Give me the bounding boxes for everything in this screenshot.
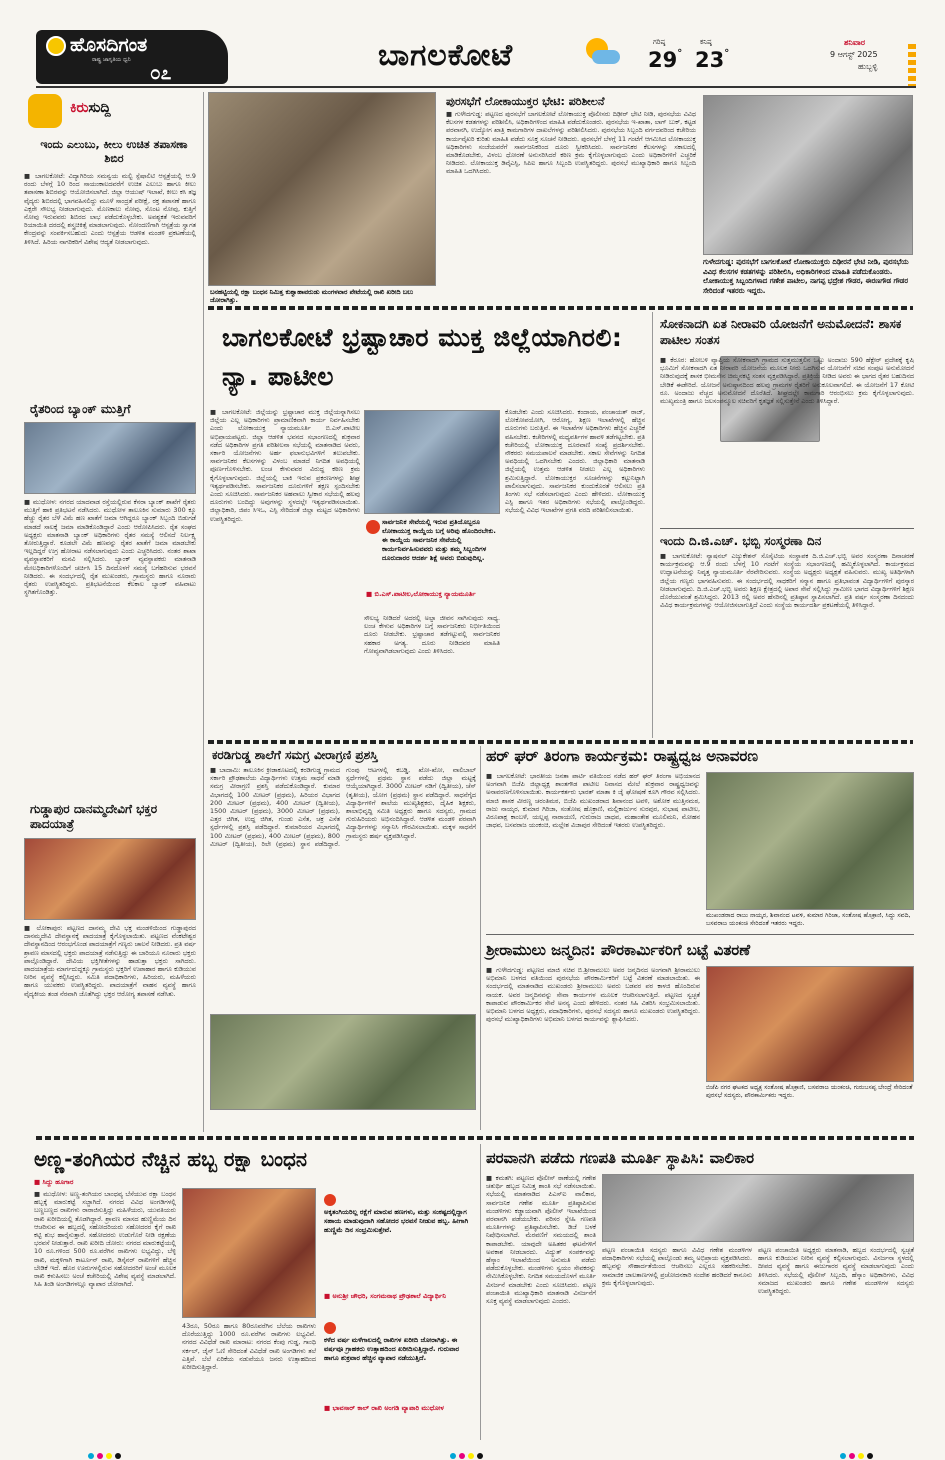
sokanadagi-rule (660, 528, 914, 529)
kirusuddi-story2-title: ರೈತರಿಂದ ಬ್ಯಾಂಕ್ ಮುತ್ತಿಗೆ (30, 402, 131, 416)
cmyk-dot (97, 1453, 103, 1459)
dgh-title: ಇಂದು ದಿ.ಜಿ.ಎಚ್. ಭಬ್ಬಿ ಸಂಸ್ಮರಣಾ ದಿನ (660, 534, 822, 548)
cmyk-dot (477, 1453, 483, 1459)
kirusuddi-label: ಕಿರುಸುದ್ದಿ (70, 100, 111, 116)
cmyk-dot (849, 1453, 855, 1459)
main-body-bottom: ಸೌಲಭ್ಯ ನೀಡಿದರೆ ಅದರಲ್ಲಿ ಅಲ್ಪಾ ಜೀವನ ಸಾಗಿಸುವುದು ಸಾಧ್ಯ. ಲಂಚ ಕೇಳುವ ಅಧಿಕಾರಿಗಳ ಬಗ್ಗೆ ಸಾರ್ವಜನಿಕರು ನಿರ್ಭೀತಿಯಿಂದ ದೂರು ನೀಡಬೇಕು. ಭ್ರಷ್ಟಾಚಾರ ತಡೆಗಟ್ಟುವಲ್ಲಿ ಸಾರ್ವಜನಿಕರ ಸಹಕಾರ ಅಗತ್ಯ. ದೂರು ನೀಡಿದವರ ಮಾಹಿತಿ ಗೋಪ್ಯವಾಗಿಡಲಾಗುವುದು ಎಂದು ತಿಳಿಸಿದರು. (364, 614, 500, 655)
sriramulu-title: ಶ್ರೀರಾಮುಲು ಜನ್ಮದಿನ: ಪೌರಕಾರ್ಮಿಕರಿಗೆ ಬಟ್ಟೆ ವಿತರಣೆ (486, 941, 751, 959)
day-label: ಶನಿವಾರ (844, 38, 866, 47)
lokayukta-caption: ಗುಳೇದಗುಡ್ಡ: ಪುರಸಭೆಗೆ ಬಾಗಲಕೋಟೆ ಲೋಕಾಯುಕ್ತರು ದಿಢೀರನೆ ಭೇಟಿ ನೀಡಿ, ಪುರಸಭೆಯ ವಿವಿಧ ಕೆಲಸಗಳ ಕಡತಗಳನ್ನು ಪರಿಶೀಲಿಸಿ, ಅಧಿಕಾರಿಗಳಿಂದ ಮಾಹಿತಿ ಪಡೆದುಕೊಂಡರು. ಲೋಕಾಯುಕ್ತ ಸಿಬ್ಬಂದಿಗಳಾದ ಗಣೇಶ ಪಾಟೀಲ, ನಾಗಪ್ಪ ಭದ್ರೇಶ ಗೌಡರ, ಈರಣಗೌಡ ಗೌಡರ ಸೇರಿದಂತೆ ಇತರರು ಇದ್ದರು. (703, 258, 909, 295)
cloth-distribution-photo (706, 966, 914, 1082)
ganapati-body3: ಪಟ್ಟಣ ಪಂಚಾಯಿತಿ ಅಧ್ಯಕ್ಷರು ಮಾತನಾಡಿ, ಹಬ್ಬದ ಸಂದರ್ಭದಲ್ಲಿ ಸ್ವಚ್ಛತೆ ಹಾಗೂ ಕುಡಿಯುವ ನೀರಿನ ವ್ಯವಸ್ಥೆ ಕಲ್ಪಿಸಲಾಗುವುದು. ವಿಸರ್ಜನಾ ಸ್ಥಳದಲ್ಲಿ ದೀಪದ ವ್ಯವಸ್ಥೆ ಹಾಗೂ ಈಜುಗಾರರ ವ್ಯವಸ್ಥೆ ಮಾಡಲಾಗುವುದು ಎಂದು ತಿಳಿಸಿದರು. ಸಭೆಯಲ್ಲಿ ಪೊಲೀಸ್ ಸಿಬ್ಬಂದಿ, ಹೆಸ್ಕಾಂ ಅಧಿಕಾರಿಗಳು, ವಿವಿಧ ಸಮಾಜದ ಮುಖಂಡರು ಹಾಗೂ ಗಣೇಶ ಮಂಡಳಿಗಳ ಸದಸ್ಯರು ಉಪಸ್ಥಿತರಿದ್ದರು. (758, 1246, 914, 1296)
min-temp: 23° (695, 48, 730, 72)
tiranga-body: ■ ಬಾಗಲಕೋಟೆ: ಭಾರತೀಯ ಜನತಾ ಪಾರ್ಟಿ ವತಿಯಿಂದ ನಡೆದ ಹರ್ ಘರ್ ತಿರಂಗಾ ಅಭಿಯಾನದ ಅಂಗವಾಗಿ ಬಿಜೆಪಿ ಜಿಲ್ಲಾಧ್ಯಕ್ಷ ಶಾಂತಗೌಡ ಪಾಟೀಲ ನಿವಾಸದ ಮೇಲೆ ಶುಕ್ರವಾರ ರಾಷ್ಟ್ರಧ್ವಜವನ್ನು ಅನಾವರಣಗೊಳಿಸಲಾಯಿತು. ಕಾರ್ಯಕರ್ತರು ಭಾರತ್ ಮಾತಾ ಕಿ ಜೈ ಘೋಷಣೆ ಕೂಗಿ ಗೌರವ ಸಲ್ಲಿಸಿದರು. ಮಾಜಿ ಶಾಸಕ ವೀರಣ್ಣ ಚರಂತಿಮಠ, ಬಿಜೆಪಿ ಮುಖಂಡರಾದ ಶಿವಾನಂದ ಟವಳಿ, ಅಶೋಕ ಮುತ್ತಿನಮಠ, ರಾಜು ನಾಯ್ಕರ, ಕುಮಾರ ಗಿರಿಜಾ, ಸಂತೋಷ ಹೊಕ್ರಾಣಿ, ಮಲ್ಲಿಕಾರ್ಜುನ ಸುರಪುರ, ಸುಭಾಷ ಪಾಟೀಲ, ವಿರೂಪಾಕ್ಷ ಕಾಂಬಳೆ, ಯಲ್ಲಪ್ಪ ನಾರಾಯಣಿ, ಗುರುರಾಜ ಜಾಧವ, ಮಹಾಂತೇಶ ಮೂಲಿಮನಿ, ಮೋಹನ ಜಾಧವ, ಬಸವರಾಜ ಯಂಕಂಚಿ, ಮಲ್ಲೇಶ ವಿಜಾಪುರ ಸೇರಿದಂತೆ ಇತರರು ಉಪಸ್ಥಿತರಿದ್ದರು. (486, 772, 700, 830)
max-label: ಗರಿಷ್ಠ (653, 38, 666, 46)
footer-color-marks-left (88, 1444, 124, 1460)
brand-tagline: ರಾಷ್ಟ್ರ ಜಾಗೃತಿಯ ಧ್ವನಿ (92, 57, 131, 63)
sriramulu-body: ■ ಗುಳೇದಗುಡ್ಡ: ಪಟ್ಟಣದ ಮಾಜಿ ಸಚಿವ ಬಿ.ಶ್ರೀರಾಮುಲು ಅವರ ಜನ್ಮದಿನದ ಅಂಗವಾಗಿ ಶ್ರೀರಾಮುಲು ಅಭಿಮಾನಿ ಬಳಗದ ವತಿಯಿಂದ ಪುರಸಭೆಯ ಪೌರಕಾರ್ಮಿಕರಿಗೆ ಬಟ್ಟೆ ವಿತರಣೆ ಮಾಡಲಾಯಿತು. ಈ ಸಂದರ್ಭದಲ್ಲಿ ಮಾತನಾಡಿದ ಮುಖಂಡರು ಶ್ರೀರಾಮುಲು ಅವರು ಬಡವರ ಪರ ಕಾಳಜಿ ಹೊಂದಿರುವ ನಾಯಕ. ಅವರ ಜನ್ಮದಿನವನ್ನು ಸೇವಾ ಕಾರ್ಯಗಳ ಮೂಲಕ ಆಚರಿಸಲಾಗುತ್ತಿದೆ. ಪಟ್ಟಣದ ಸ್ವಚ್ಛತೆ ಕಾಪಾಡುವ ಪೌರಕಾರ್ಮಿಕರ ಸೇವೆ ಅನನ್ಯ ಎಂದು ಹೇಳಿದರು. ನಂತರ ಸಿಹಿ ವಿತರಿಸಿ ಸಂಭ್ರಮಿಸಲಾಯಿತು. ಅಭಿಮಾನಿ ಬಳಗದ ಅಧ್ಯಕ್ಷರು, ಪದಾಧಿಕಾರಿಗಳು, ಪುರಸಭೆ ಸದಸ್ಯರು ಹಾಗೂ ಮುಖಂಡರು ಉಪಸ್ಥಿತರಿದ್ದರು. ಪುರಸಭೆ ಮುಖ್ಯಾಧಿಕಾರಿಗಳು ಅಭಿಮಾನಿ ಬಳಗದ ಕಾರ್ಯವನ್ನು ಶ್ಲಾಘಿಸಿದರು. (486, 966, 700, 1024)
kirusuddi-story3-title: ಗುಡ್ಡಾಪುರ ದಾನಮ್ಮದೇವಿಗೆ ಭಕ್ತರ ಪಾದಯಾತ್ರೆ (30, 802, 158, 831)
main-body-col1: ■ ಬಾಗಲಕೋಟೆ: ಜಿಲ್ಲೆಯನ್ನು ಭ್ರಷ್ಟಾಚಾರ ಮುಕ್ತ ಜಿಲ್ಲೆಯನ್ನಾಗಿಸಲು ಜಿಲ್ಲೆಯ ಎಲ್ಲ ಅಧಿಕಾರಿಗಳು ಪ್ರಾಮಾಣಿಕವಾಗಿ ಕಾರ್ಯ ನಿರ್ವಹಿಸಬೇಕು ಎಂದು ಲೋಕಾಯುಕ್ತ ನ್ಯಾಯಮೂರ್ತಿ ಬಿ.ಎಸ್.ಪಾಟೀಲ ಅಭಿಪ್ರಾಯಪಟ್ಟರು. ಜಿಲ್ಲಾ ಆಡಳಿತ ಭವನದ ಸಭಾಂಗಣದಲ್ಲಿ ಶುಕ್ರವಾರ ನಡೆದ ಅಧಿಕಾರಿಗಳ ಪ್ರಗತಿ ಪರಿಶೀಲನಾ ಸಭೆಯಲ್ಲಿ ಮಾತನಾಡಿದ ಅವರು, ಸರ್ಕಾರಿ ಯೋಜನೆಗಳು ಅರ್ಹ ಫಲಾನುಭವಿಗಳಿಗೆ ತಲುಪಬೇಕು. ಸಾರ್ವಜನಿಕರ ಕೆಲಸಗಳನ್ನು ವಿಳಂಬ ಮಾಡದೆ ನಿಗದಿತ ಅವಧಿಯಲ್ಲಿ ಪೂರ್ಣಗೊಳಿಸಬೇಕು. ಲಂಚ ಕೇಳುವವರ ವಿರುದ್ಧ ಕಠಿಣ ಕ್ರಮ ಕೈಗೊಳ್ಳಲಾಗುವುದು. ಜಿಲ್ಲೆಯಲ್ಲಿ ಬಾಕಿ ಇರುವ ಪ್ರಕರಣಗಳನ್ನು ಶೀಘ್ರ ಇತ್ಯರ್ಥಪಡಿಸಬೇಕು. ಸಾರ್ವಜನಿಕರ ದೂರುಗಳಿಗೆ ತಕ್ಷಣ ಸ್ಪಂದಿಸಬೇಕು ಎಂದು ಸೂಚಿಸಿದರು. ಸಾರ್ವಜನಿಕರ ಅಹವಾಲು ಸ್ವೀಕಾರ ಸಭೆಯಲ್ಲಿ ಹಲವು ದೂರುಗಳು ಬಂದಿದ್ದು ಅವುಗಳನ್ನು ಸ್ಥಳದಲ್ಲೇ ಇತ್ಯರ್ಥಪಡಿಸಲಾಯಿತು. ಜಿಲ್ಲಾಧಿಕಾರಿ, ಜಿಪಂ ಸಿಇಒ, ಎಸ್ಪಿ ಸೇರಿದಂತೆ ಜಿಲ್ಲಾ ಮಟ್ಟದ ಅಧಿಕಾರಿಗಳು ಉಪಸ್ಥಿತರಿದ್ದರು. (210, 408, 360, 523)
ganapati-body: ■ ಕಮತಗಿ: ಪಟ್ಟಣದ ಪೊಲೀಸ್ ಠಾಣೆಯಲ್ಲಿ ಗಣೇಶ ಚತುರ್ಥಿ ಹಬ್ಬದ ನಿಮಿತ್ತ ಶಾಂತಿ ಸಭೆ ನಡೆಸಲಾಯಿತು. ಸಭೆಯಲ್ಲಿ ಮಾತನಾಡಿದ ಪಿಎಸ್ಐ ವಾಲಿಕಾರ, ಸಾರ್ವಜನಿಕ ಗಣೇಶ ಮೂರ್ತಿ ಪ್ರತಿಷ್ಠಾಪಿಸುವ ಮಂಡಳಿಗಳು ಕಡ್ಡಾಯವಾಗಿ ಪೊಲೀಸ್ ಇಲಾಖೆಯಿಂದ ಪರವಾನಗಿ ಪಡೆಯಬೇಕು. ಪರಿಸರ ಸ್ನೇಹಿ ಗಣಪತಿ ಮೂರ್ತಿಗಳನ್ನು ಪ್ರತಿಷ್ಠಾಪಿಸಬೇಕು. ಡಿಜೆ ಬಳಕೆ ನಿಷೇಧಿಸಲಾಗಿದೆ. ಮೆರವಣಿಗೆ ಸಮಯದಲ್ಲಿ ಶಾಂತಿ ಕಾಪಾಡಬೇಕು. ಯಾವುದೇ ಅಹಿತಕರ ಘಟನೆಗಳಿಗೆ ಅವಕಾಶ ನೀಡಬಾರದು. ವಿದ್ಯುತ್ ಸಂಪರ್ಕವನ್ನು ಹೆಸ್ಕಾಂ ಇಲಾಖೆಯಿಂದ ಅನುಮತಿ ಪಡೆದು ಪಡೆದುಕೊಳ್ಳಬೇಕು. ಮಂಡಳಿಗಳು ಸ್ವಯಂ ಸೇವಕರನ್ನು ನೇಮಿಸಿಕೊಳ್ಳಬೇಕು. ನಿಗದಿತ ಸಮಯದೊಳಗೆ ಮೂರ್ತಿ ವಿಸರ್ಜನೆ ಮಾಡಬೇಕು ಎಂದು ಸೂಚಿಸಿದರು. ಪಟ್ಟಣ ಪಂಚಾಯಿತಿ ಮುಖ್ಯಾಧಿಕಾರಿ ಮಾತನಾಡಿ ವಿಸರ್ಜನೆಗೆ ಸೂಕ್ತ ವ್ಯವಸ್ಥೆ ಮಾಡಲಾಗುವುದು ಎಂದರು. (486, 1174, 596, 1306)
cmyk-dot (858, 1453, 864, 1459)
kirusuddi-story2-body: ■ ಮುಧೋಳ: ನಗರದ ಯಾದವಾಡ ರಸ್ತೆಯಲ್ಲಿರುವ ಕೆನರಾ ಬ್ಯಾಂಕ್ ಶಾಖೆಗೆ ರೈತರು ಮುತ್ತಿಗೆ ಹಾಕಿ ಪ್ರತಿಭಟನೆ ನಡೆಸಿದರು. ಮುಧೋಳ ತಾಲೂಕಿನ ಸುಮಾರು 300 ಕ್ಕೂ ಹೆಚ್ಚು ರೈತರ ಬೆಳೆ ವಿಮೆ ಹಣ ಖಾತೆಗೆ ಜಮಾ ಆಗಿದ್ದರೂ ಬ್ಯಾಂಕ್ ಸಿಬ್ಬಂದಿ ಬಿಡುಗಡೆ ಮಾಡದೆ ಸಾಲಕ್ಕೆ ಜಮಾ ಮಾಡಿಕೊಂಡಿದ್ದಾರೆ ಎಂದು ಆರೋಪಿಸಿದರು. ರೈತ ಸಂಘದ ಅಧ್ಯಕ್ಷರು ಮಾತನಾಡಿ ಬ್ಯಾಂಕ್ ಅಧಿಕಾರಿಗಳು ರೈತರ ಸಮಸ್ಯೆ ಆಲಿಸದೆ ನಿರ್ಲಕ್ಷ್ಯ ತೋರುತ್ತಿದ್ದಾರೆ. ಕೂಡಲೇ ವಿಮೆ ಹಣವನ್ನು ರೈತರ ಖಾತೆಗೆ ಜಮಾ ಮಾಡಬೇಕು ಇಲ್ಲದಿದ್ದರೆ ಉಗ್ರ ಹೋರಾಟ ನಡೆಸಲಾಗುವುದು ಎಂದು ಎಚ್ಚರಿಸಿದರು. ನಂತರ ಶಾಖಾ ವ್ಯವಸ್ಥಾಪಕರಿಗೆ ಮನವಿ ಸಲ್ಲಿಸಿದರು. ಬ್ಯಾಂಕ್ ವ್ಯವಸ್ಥಾಪಕರು ಮಾತನಾಡಿ ಮೇಲಧಿಕಾರಿಗಳೊಂದಿಗೆ ಚರ್ಚಿಸಿ 15 ದಿನದೊಳಗೆ ಸಮಸ್ಯೆ ಬಗೆಹರಿಸುವ ಭರವಸೆ ನೀಡಿದರು. ಈ ಸಂದರ್ಭದಲ್ಲಿ ರೈತ ಮುಖಂಡರು, ಗ್ರಾಮಸ್ಥರು ಹಾಗೂ ನೂರಾರು ರೈತರು ಉಪಸ್ಥಿತರಿದ್ದರು. ಪ್ರತಿಭಟನೆಯಿಂದ ಕೆಲಕಾಲ ಬ್ಯಾಂಕ್ ವಹಿವಾಟು ಸ್ಥಗಿತಗೊಂಡಿತ್ತು. (24, 498, 196, 597)
sokanadagi-title: ಸೋಕನಾದಗಿ ಏತ ನೀರಾವರಿ ಯೋಜನೆಗೆ ಅನುಮೋದನೆ: ಶಾಸಕ ಪಾಟೀಲ ಸಂತಸ (660, 317, 902, 347)
sports-winners-photo (210, 1014, 476, 1110)
raksha-quote2-author: ■ ಭಾವಸಾರ್ ಕಾಲ್ ರಾಖಿ ಅಂಗಡಿ ವ್ಯಾಪಾರಿ ಮುಧೋಳ (324, 1404, 444, 1412)
kirusuddi-story1-title: ಇಂದು ಎಲುಬು, ಕೀಲು ಉಚಿತ ತಪಾಸಣಾ ಶಿಬಿರ (40, 138, 188, 165)
section-divider-3 (36, 1136, 914, 1140)
cmyk-dot (115, 1453, 121, 1459)
kirusuddi-story3-body: ■ ಲೋಕಾಪುರ: ಪಟ್ಟಣದ ದಾನಮ್ಮ ದೇವಿ ಭಕ್ತ ಮಂಡಳಿಯಿಂದ ಗುಡ್ಡಾಪುರದ ದಾನಮ್ಮದೇವಿ ದೇವಸ್ಥಾನಕ್ಕೆ ಪಾದಯಾತ್ರೆ ಕೈಗೊಳ್ಳಲಾಯಿತು. ಪಟ್ಟಣದ ವೆಂಕಟೇಶ್ವರ ದೇವಸ್ಥಾನದಿಂದ ಆರಂಭಗೊಂಡ ಪಾದಯಾತ್ರೆಗೆ ಗಣ್ಯರು ಚಾಲನೆ ನೀಡಿದರು. ಪ್ರತಿ ವರ್ಷ ಶ್ರಾವಣ ಮಾಸದಲ್ಲಿ ಭಕ್ತರು ಪಾದಯಾತ್ರೆ ನಡೆಸುತ್ತಿದ್ದು ಈ ಬಾರಿಯೂ ನೂರಾರು ಭಕ್ತರು ಪಾಲ್ಗೊಂಡಿದ್ದಾರೆ. ದೇವಿಯ ಭಕ್ತಿಗೀತೆಗಳನ್ನು ಹಾಡುತ್ತಾ ಭಕ್ತರು ಸಾಗಿದರು. ಪಾದಯಾತ್ರೆಯ ಮಾರ್ಗದುದ್ದಕ್ಕೂ ಗ್ರಾಮಸ್ಥರು ಭಕ್ತರಿಗೆ ಉಪಾಹಾರ ಹಾಗೂ ಕುಡಿಯುವ ನೀರಿನ ವ್ಯವಸ್ಥೆ ಕಲ್ಪಿಸಿದ್ದರು. ಸಮಿತಿ ಪದಾಧಿಕಾರಿಗಳು, ಹಿರಿಯರು, ಮಹಿಳೆಯರು ಹಾಗೂ ಯುವಕರು ಉಪಸ್ಥಿತರಿದ್ದರು. ಪಾದಯಾತ್ರೆಗೆ ವಾಹನ ವ್ಯವಸ್ಥೆ ಹಾಗೂ ವೈದ್ಯಕೀಯ ತಂಡ ನೆರವಾಗಿ ಜೊತೆಗಿದ್ದು ಭಕ್ತರ ಆರೋಗ್ಯ ತಪಾಸಣೆ ನಡೆಸಿತು. (24, 924, 196, 998)
date-label: 9 ಆಗಸ್ಟ್ 2025 (830, 50, 878, 59)
brand-name: ಹೊಸದಿಗಂತ (70, 34, 148, 56)
raksha-body: ■ ಮುಧೋಳ: ಅಣ್ಣ-ತಂಗಿಯರ ಬಾಂಧವ್ಯ ಬೆಸೆಯುವ ರಕ್ಷಾ ಬಂಧನ ಹಬ್ಬಕ್ಕೆ ಮಾರುಕಟ್ಟೆ ಸಜ್ಜಾಗಿದೆ. ನಗರದ ವಿವಿಧ ಅಂಗಡಿಗಳಲ್ಲಿ ಬಣ್ಣಬಣ್ಣದ ರಾಖಿಗಳು ರಾರಾಜಿಸುತ್ತಿದ್ದು ಮಹಿಳೆಯರು, ಯುವತಿಯರು ರಾಖಿ ಖರೀದಿಯಲ್ಲಿ ತೊಡಗಿದ್ದಾರೆ. ಶ್ರಾವಣ ಮಾಸದ ಹುಣ್ಣಿಮೆಯ ದಿನ ಆಚರಿಸುವ ಈ ಹಬ್ಬದಲ್ಲಿ ಸಹೋದರಿಯರು ಸಹೋದರರ ಕೈಗೆ ರಾಖಿ ಕಟ್ಟಿ ಶುಭ ಹಾರೈಸುತ್ತಾರೆ. ಸಹೋದರರು ಉಡುಗೊರೆ ನೀಡಿ ರಕ್ಷಣೆಯ ಭರವಸೆ ನೀಡುತ್ತಾರೆ. ರಾಖಿ ಖರೀದಿ ಜೋರು: ನಗರದ ಮಾರುಕಟ್ಟೆಯಲ್ಲಿ 10 ರೂ.ಗಳಿಂದ 500 ರೂ.ವರೆಗಿನ ರಾಖಿಗಳು ಲಭ್ಯವಿದ್ದು, ಬೆಳ್ಳಿ ರಾಖಿ, ಮಕ್ಕಳಿಗಾಗಿ ಕಾರ್ಟೂನ್ ರಾಖಿ, ಡಿಸೈನರ್ ರಾಖಿಗಳಿಗೆ ಹೆಚ್ಚಿನ ಬೇಡಿಕೆ ಇದೆ. ಹೊರ ಊರುಗಳಲ್ಲಿರುವ ಸಹೋದರರಿಗೆ ಅಂಚೆ ಮೂಲಕ ರಾಖಿ ಕಳುಹಿಸಲು ಅಂಚೆ ಕಚೇರಿಯಲ್ಲಿ ವಿಶೇಷ ವ್ಯವಸ್ಥೆ ಮಾಡಲಾಗಿದೆ. ಸಿಹಿ ತಿಂಡಿ ಅಂಗಡಿಗಳಲ್ಲೂ ವ್ಯಾಪಾರ ಜೋರಾಗಿದೆ. (34, 1190, 176, 1289)
cmyk-dot (867, 1453, 873, 1459)
max-temp: 29° (648, 48, 683, 72)
cmyk-dot (88, 1453, 94, 1459)
masthead (0, 0, 945, 86)
main-body-col3: ಕೊಡಬೇಕು ಎಂದು ಸೂಚಿಸಿದರು. ಕಂದಾಯ, ಪಂಚಾಯತ್ ರಾಜ್, ಲೋಕೋಪಯೋಗಿ, ಆರೋಗ್ಯ, ಶಿಕ್ಷಣ ಇಲಾಖೆಗಳಲ್ಲಿ ಹೆಚ್ಚಿನ ದೂರುಗಳು ಬರುತ್ತಿವೆ. ಈ ಇಲಾಖೆಗಳ ಅಧಿಕಾರಿಗಳು ಹೆಚ್ಚಿನ ಎಚ್ಚರಿಕೆ ವಹಿಸಬೇಕು. ಕಚೇರಿಗಳಲ್ಲಿ ಮಧ್ಯವರ್ತಿಗಳ ಹಾವಳಿ ತಡೆಗಟ್ಟಬೇಕು. ಪ್ರತಿ ಕಚೇರಿಯಲ್ಲಿ ಲೋಕಾಯುಕ್ತ ದೂರವಾಣಿ ಸಂಖ್ಯೆ ಪ್ರದರ್ಶಿಸಬೇಕು. ನೌಕರರು ಸಮಯಪಾಲನೆ ಮಾಡಬೇಕು. ಸಕಾಲ ಸೇವೆಗಳನ್ನು ನಿಗದಿತ ಅವಧಿಯಲ್ಲಿ ಒದಗಿಸಬೇಕು ಎಂದರು. ಜಿಲ್ಲಾಧಿಕಾರಿ ಮಾತನಾಡಿ ಜಿಲ್ಲೆಯಲ್ಲಿ ಉತ್ತಮ ಆಡಳಿತ ನೀಡಲು ಎಲ್ಲ ಅಧಿಕಾರಿಗಳು ಶ್ರಮಿಸುತ್ತಿದ್ದಾರೆ. ಲೋಕಾಯುಕ್ತರ ಸೂಚನೆಗಳನ್ನು ಕಟ್ಟುನಿಟ್ಟಾಗಿ ಪಾಲಿಸಲಾಗುವುದು. ಸಾರ್ವಜನಿಕರ ಕುಂದುಕೊರತೆ ಆಲಿಸಲು ಪ್ರತಿ ತಿಂಗಳು ಸಭೆ ನಡೆಸಲಾಗುವುದು ಎಂದು ಹೇಳಿದರು. ಲೋಕಾಯುಕ್ತ ಎಸ್ಪಿ ಹಾಗೂ ಇತರ ಅಧಿಕಾರಿಗಳು ಸಭೆಯಲ್ಲಿ ಪಾಲ್ಗೊಂಡಿದ್ದರು. ಸಭೆಯಲ್ಲಿ ವಿವಿಧ ಇಲಾಖೆಗಳ ಪ್ರಗತಿ ವರದಿ ಪರಿಶೀಲಿಸಲಾಯಿತು. (505, 408, 645, 515)
peace-meeting-photo (602, 1174, 914, 1242)
weather-cloud-icon (592, 50, 620, 64)
footer-color-marks-center (450, 1444, 486, 1460)
lokayukta-visit-photo (703, 95, 913, 255)
cmyk-dot (468, 1453, 474, 1459)
raksha-body2: 43ರೂ, 50ರೂ ಹಾಗೂ 80ರೂವರೆಗಿನ ಬೆಲೆಯ ರಾಖಿಗಳು ದೊರೆಯುತ್ತಿದ್ದು 1000 ರೂ.ವರೆಗಿನ ರಾಖಿಗಳು ಲಭ್ಯವಿವೆ. ನಗರದ ವಿವಿಧೆಡೆ ರಾಖಿ ಮಾರಾಟ: ನಗರದ ಕೆಂಪು ಗುಡ್ಡ, ಗಾಂಧಿ ಸರ್ಕಲ್, ಜೈನ್ ಓಣಿ ಸೇರಿದಂತೆ ವಿವಿಧೆಡೆ ರಾಖಿ ಅಂಗಡಿಗಳು ತಲೆ ಎತ್ತಿವೆ. ಬೆಲೆ ಏರಿಕೆಯ ನಡುವೆಯೂ ಜನರು ಉತ್ಸಾಹದಿಂದ ಖರೀದಿಸುತ್ತಿದ್ದಾರೆ. (182, 1322, 316, 1372)
raksha-quote1: ಅಕ್ಕತಂಗಿಯರಿಲ್ಲ ರಕ್ಷೆಗೆ ಮಾರುವ ಹಣಗಳು, ಮತ್ತು ಸಂಕಷ್ಟದಲ್ಲಿದ್ದಾಗ ಸಹಾಯ ಮಾಡುವುದಾಗಿ ಸಹೋದರ ಭರವಸೆ ನೀಡುವ ಹಬ್ಬ. ಹೀಗಾಗಿ ಹುಣ್ಣಿಮೆ ದಿನ ಸಂಭ್ರಮಿಸುತ್ತೇವೆ. (324, 1208, 469, 1234)
quote-mark-icon (366, 520, 380, 534)
sriramulu-caption: ಬಿಜೆಪಿ ನಗರ ಘಟಕದ ಅಧ್ಯಕ್ಷ ಸಂತೋಷ ಹೊಕ್ರಾಣಿ, ಬಸವರಾಜ ಯಂಕಂಚಿ, ಗುರುಬಸಪ್ಪ ಬೇಂದ್ರೆ ಸೇರಿದಂತೆ ಪುರಸಭೆ ಸದಸ್ಯರು, ಪೌರಕಾರ್ಮಿಕರು ಇದ್ದರು. (706, 1084, 913, 1099)
main-right-divider (652, 312, 653, 738)
tiranga-title: ಹರ್ ಘರ್ ತಿರಂಗಾ ಕಾರ್ಯಕ್ರಮ: ರಾಷ್ಟ್ರಧ್ವಜ ಅನಾವರಣ (486, 747, 758, 765)
lokayukta-body: ■ ಗುಳೇದಗುಡ್ಡ: ಪಟ್ಟಣದ ಪುರಸಭೆಗೆ ಬಾಗಲಕೋಟೆ ಲೋಕಾಯುಕ್ತ ಪೊಲೀಸರು ದಿಢೀರ್ ಭೇಟಿ ನೀಡಿ, ಪುರಸಭೆಯ ವಿವಿಧ ಕೆಲಸಗಳ ಕಡತಗಳನ್ನು ಪರಿಶೀಲಿಸಿ, ಅಧಿಕಾರಿಗಳಿಂದ ಮಾಹಿತಿ ಪಡೆದುಕೊಂಡರು. ಪುರಸಭೆಯ ಇ-ಖಾತಾ, ಲಾಗ್ ಬುಕ್, ಕಟ್ಟಡ ಪರವಾನಗಿ, ಉದ್ಯೋಗ ಖಾತ್ರಿ ಕಾಮಗಾರಿಗಳ ದಾಖಲೆಗಳನ್ನು ಪರಿಶೀಲಿಸಿದರು. ಪುರಸಭೆಯ ಸಿಬ್ಬಂದಿ ವರ್ಗದವರಿಂದ ಕಚೇರಿಯ ಕಾರ್ಯವೈಖರಿ ಕುರಿತು ಮಾಹಿತಿ ಪಡೆದು ಸೂಕ್ತ ಸೂಚನೆ ನೀಡಿದರು. ಪುರಸಭೆಗೆ ಬೆಳಗ್ಗೆ 11 ಗಂಟೆಗೆ ಆಗಮಿಸಿದ ಲೋಕಾಯುಕ್ತ ಅಧಿಕಾರಿಗಳು ಸಂಜೆಯವರೆಗೆ ಸಾರ್ವಜನಿಕರಿಂದ ದೂರು ಸ್ವೀಕರಿಸಿದರು. ಸಾರ್ವಜನಿಕರ ಕೆಲಸಗಳನ್ನು ಸಕಾಲದಲ್ಲಿ ಮಾಡಿಕೊಡಬೇಕು, ವಿಳಂಬ ಧೋರಣೆ ಅನುಸರಿಸಿದರೆ ಕಠಿಣ ಕ್ರಮ ಕೈಗೊಳ್ಳಲಾಗುವುದು ಎಂದು ಅಧಿಕಾರಿಗಳಿಗೆ ಎಚ್ಚರಿಕೆ ನೀಡಿದರು. ಲೋಕಾಯುಕ್ತ ಡಿವೈಎಸ್ಪಿ, ಸಿಪಿಐ ಹಾಗೂ ಸಿಬ್ಬಂದಿ ಉಪಸ್ಥಿತರಿದ್ದರು. ಪುರಸಭೆ ಮುಖ್ಯಾಧಿಕಾರಿ ಹಾಗೂ ಸಿಬ್ಬಂದಿ ಮಾಹಿತಿ ಒದಗಿಸಿದರು. (446, 110, 696, 176)
raksha-quote1-author: ■ ಅನುಶ್ರೀ ಚೌಧರಿ, ಸಂಗಮನಾಥ ಪ್ರೌಢಶಾಲೆ ವಿದ್ಯಾರ್ಥಿನಿ (324, 1292, 447, 1300)
main-headline: ಬಾಗಲಕೋಟೆ ಭ್ರಷ್ಟಾಚಾರ ಮುಕ್ತ ಜಿಲ್ಲೆಯಾಗಿರಲಿ: ನ್ಯಾ. ಪಾಟೀಲ (222, 323, 623, 391)
page-number: ೦೭ (150, 62, 172, 84)
cmyk-dot (459, 1453, 465, 1459)
padayatra-photo (24, 838, 196, 920)
min-label: ಕನಿಷ್ಠ (700, 38, 712, 46)
section-divider-1 (208, 306, 913, 310)
main-quote: ಸಾರ್ವಜನಿಕ ಸೇವೆಯಲ್ಲಿ ಇರುವ ಪ್ರತಿಯೊಬ್ಬರೂ ಲೋಕಾಯುಕ್ತ ಕಾಯ್ದೆಯ ಬಗ್ಗೆ ಅರಿವು ಹೊಂದಿರಬೇಕು. ಈ ಕಾಯ್ದೆಯ ಸಾರ್ವಜನಿಕ ಸೇವೆಯಲ್ಲಿ ಕಾರ್ಯನಿರ್ವಹಿಸುವವರು ಮತ್ತು ತಮ್ಮ ಸಿಬ್ಬಂದಿಗಳ ದೂರುದಾರರ ಆದರ್ಶ ಶಿಕ್ಷೆ ಅವರು ಬಿಡುವುದಿಲ್ಲ. (382, 518, 496, 562)
masthead-stripe (908, 44, 916, 86)
karadigudda-divider (480, 746, 481, 1130)
kirusuddi-badge-icon (28, 94, 62, 128)
dgh-body: ■ ಬಾಗಲಕೋಟೆ: ನ್ಯಾಷನಲ್ ಎಜ್ಯುಕೇಶನ್ ಸೊಸೈಟಿಯ ಸಂಸ್ಥಾಪಕ ದಿ.ಜಿ.ಎಚ್.ಭಬ್ಬಿ ಅವರ ಸಂಸ್ಮರಣಾ ದಿನಾಚರಣೆ ಕಾರ್ಯಕ್ರಮವನ್ನು ಆ.9 ರಂದು ಬೆಳಗ್ಗೆ 10 ಗಂಟೆಗೆ ಸಂಸ್ಥೆಯ ಸಭಾಂಗಣದಲ್ಲಿ ಹಮ್ಮಿಕೊಳ್ಳಲಾಗಿದೆ. ಕಾರ್ಯಕ್ರಮದ ಉದ್ಘಾಟನೆಯನ್ನು ನಿವೃತ್ತ ನ್ಯಾಯಮೂರ್ತಿ ನೆರವೇರಿಸುವರು. ಸಂಸ್ಥೆಯ ಅಧ್ಯಕ್ಷರು ಅಧ್ಯಕ್ಷತೆ ವಹಿಸುವರು. ಮುಖ್ಯ ಅತಿಥಿಗಳಾಗಿ ಜಿಲ್ಲೆಯ ಗಣ್ಯರು ಭಾಗವಹಿಸುವರು. ಈ ಸಂದರ್ಭದಲ್ಲಿ ಸಾಧಕರಿಗೆ ಸನ್ಮಾನ ಹಾಗೂ ಪ್ರತಿಭಾವಂತ ವಿದ್ಯಾರ್ಥಿಗಳಿಗೆ ಪುರಸ್ಕಾರ ನೀಡಲಾಗುವುದು. ದಿ.ಜಿ.ಎಚ್.ಭಬ್ಬಿ ಅವರು ಶಿಕ್ಷಣ ಕ್ಷೇತ್ರದಲ್ಲಿ ಅಪಾರ ಸೇವೆ ಸಲ್ಲಿಸಿದ್ದು ಗ್ರಾಮೀಣ ಭಾಗದ ವಿದ್ಯಾರ್ಥಿಗಳಿಗೆ ಶಿಕ್ಷಣ ದೊರೆಯುವಂತೆ ಶ್ರಮಿಸಿದ್ದರು. 2013 ರಲ್ಲಿ ಅವರ ಹೆಸರಿನಲ್ಲಿ ಪ್ರತಿಷ್ಠಾನ ಸ್ಥಾಪಿಸಲಾಗಿದೆ. ಪ್ರತಿ ವರ್ಷ ಸಂಸ್ಮರಣಾ ದಿನದಂದು ವಿವಿಧ ಕಾರ್ಯಕ್ರಮಗಳನ್ನು ಆಯೋಜಿಸಲಾಗುತ್ತಿದೆ ಎಂದು ಸಂಸ್ಥೆಯ ಕಾರ್ಯದರ್ಶಿ ಪ್ರಕಟಣೆಯಲ್ಲಿ ತಿಳಿಸಿದ್ದಾರೆ. (660, 552, 914, 610)
logo-mark-icon (46, 36, 66, 56)
tiranga-rule (486, 934, 914, 935)
left-column-divider (203, 92, 204, 1132)
cmyk-dot (840, 1453, 846, 1459)
bank-protest-photo (24, 422, 196, 494)
sokanadagi-body: ■ ಕೆರೂರ: ಹೋಬಳಿ ವ್ಯಾಪ್ತಿಯ ಸೋಕನಾದಗಿ ಗ್ರಾಮದ ಸುತ್ತಮುತ್ತಲಿನ ಒಟ್ಟು ಅಂದಾಜು 590 ಹೆಕ್ಟೇರ್ ಪ್ರದೇಶಕ್ಕೆ ಕೃಷಿ ಭೂಮಿಗೆ ಸೋಕನಾದಗಿ ಏತ ನೀರಾವರಿ ಯೋಜನೆಯ ಮೂಲಕ ನೀರು ಒದಗಿಸುವ ಯೋಜನೆಗೆ ಸಚಿವ ಸಂಪುಟ ಅನುಮೋದನೆ ನೀಡಿರುವುದಕ್ಕೆ ಶಾಸಕ ಭೀಮಸೇನ ಚಿಮ್ಮನಕಟ್ಟಿ ಸಂತಸ ವ್ಯಕ್ತಪಡಿಸಿದ್ದಾರೆ. ಪ್ರತಿಕ್ರಿಯೆ ನೀಡಿದ ಅವರು ಈ ಭಾಗದ ರೈತರ ಬಹುದಿನದ ಬೇಡಿಕೆ ಈಡೇರಿದೆ. ಯೋಜನೆ ಅನುಷ್ಠಾನದಿಂದ ಹಲವು ಗ್ರಾಮಗಳ ರೈತರಿಗೆ ಅನುಕೂಲವಾಗಲಿದೆ. ಈ ಯೋಜನೆಗೆ 17 ಕೋಟಿ ರೂ. ಅಂದಾಜು ವೆಚ್ಚದ ಅನುಮೋದನೆ ದೊರೆತಿದೆ. ಶೀಘ್ರದಲ್ಲೇ ಕಾಮಗಾರಿ ಆರಂಭಿಸಲು ಕ್ರಮ ಕೈಗೊಳ್ಳಲಾಗುವುದು. ಮುಖ್ಯಮಂತ್ರಿ ಹಾಗೂ ಜಲಸಂಪನ್ಮೂಲ ಸಚಿವರಿಗೆ ಕೃತಜ್ಞತೆ ಸಲ್ಲಿಸುತ್ತೇನೆ ಎಂದು ತಿಳಿಸಿದ್ದಾರೆ. (660, 356, 914, 406)
bottom-divider (480, 1144, 481, 1440)
lokayukta-title: ಪುರಸಭೆಗೆ ಲೋಕಾಯುಕ್ತರ ಭೇಟಿ: ಪರಿಶೀಲನೆ (446, 95, 605, 108)
kirusuddi-column (18, 90, 200, 1140)
rakhi-market-caption: ಬನಹಟ್ಟಿಯಲ್ಲಿ ರಕ್ಷಾ ಬಂಧನ ನಿಮಿತ್ತ ಕುಶ್ವಾಹಾವರುಡು ಮಂಗಳವಾರ ಪೇಟೆಯಲ್ಲಿ ರಾಖಿ ಖರೀದಿ ಬಲು ಜೋರಾಗಿತ್ತು. (210, 288, 414, 305)
karadigudda-body: ■ ಬಾದಾಮಿ: ತಾಲೂಕಿನ ಕ್ರೀಡಾಕೂಟದಲ್ಲಿ ಕರಡಿಗುಡ್ಡ ಗ್ರಾಮದ ಸರ್ಕಾರಿ ಪ್ರೌಢಶಾಲೆಯ ವಿದ್ಯಾರ್ಥಿಗಳು ಉತ್ತಮ ಸಾಧನೆ ಮಾಡಿ ಸಮಗ್ರ ವೀರಾಗ್ರಣಿ ಪ್ರಶಸ್ತಿ ಪಡೆದುಕೊಂಡಿದ್ದಾರೆ. ಕುಮಾರ ವಿಭಾಗದಲ್ಲಿ 100 ಮೀಟರ್ (ಪ್ರಥಮ), ಹಿರಿಯರ ವಿಭಾಗದ 200 ಮೀಟರ್ (ಪ್ರಥಮ), 400 ಮೀಟರ್ (ದ್ವಿತೀಯ), 1500 ಮೀಟರ್ (ಪ್ರಥಮ), 3000 ಮೀಟರ್ (ಪ್ರಥಮ), ಎತ್ತರ ಜಿಗಿತ, ಉದ್ದ ಜಿಗಿತ, ಗುಂಡು ಎಸೆತ, ಚಕ್ರ ಎಸೆತ ಸ್ಪರ್ಧೆಗಳಲ್ಲಿ ಪ್ರಶಸ್ತಿ ಪಡೆದಿದ್ದಾರೆ. ಕುಮಾರಿಯರ ವಿಭಾಗದಲ್ಲಿ 100 ಮೀಟರ್ (ಪ್ರಥಮ), 400 ಮೀಟರ್ (ಪ್ರಥಮ), 800 ಮೀಟರ್ (ದ್ವಿತೀಯ), ರಿಲೇ (ಪ್ರಥಮ) ಸ್ಥಾನ ಪಡೆದಿದ್ದಾರೆ. ಗುಂಪು ಆಟಗಳಲ್ಲಿ ಕಬಡ್ಡಿ, ಖೋ-ಖೋ, ವಾಲಿಬಾಲ್ ಸ್ಪರ್ಧೆಗಳಲ್ಲಿ ಪ್ರಥಮ ಸ್ಥಾನ ಪಡೆದು ಜಿಲ್ಲಾ ಮಟ್ಟಕ್ಕೆ ಆಯ್ಕೆಯಾಗಿದ್ದಾರೆ. 3000 ಮೀಟರ್ ನಡಿಗೆ (ದ್ವಿತೀಯ), ಚೆಸ್ (ತೃತೀಯ), ಯೋಗ (ಪ್ರಥಮ) ಸ್ಥಾನ ಪಡೆದಿದ್ದಾರೆ. ಸಾಧನೆಗೈದ ವಿದ್ಯಾರ್ಥಿಗಳಿಗೆ ಶಾಲೆಯ ಮುಖ್ಯಶಿಕ್ಷಕರು, ದೈಹಿಕ ಶಿಕ್ಷಕರು, ಶಾಲಾಭಿವೃದ್ಧಿ ಸಮಿತಿ ಅಧ್ಯಕ್ಷರು ಹಾಗೂ ಸದಸ್ಯರು, ಗ್ರಾಮದ ಗುರುಹಿರಿಯರು ಅಭಿನಂದಿಸಿದ್ದಾರೆ. ಆಡಳಿತ ಮಂಡಳಿ ಪರವಾಗಿ ವಿದ್ಯಾರ್ಥಿಗಳನ್ನು ಸನ್ಮಾನಿಸಿ ಗೌರವಿಸಲಾಯಿತು. ಮಕ್ಕಳ ಸಾಧನೆಗೆ ಗ್ರಾಮಸ್ಥರು ಹರ್ಷ ವ್ಯಕ್ತಪಡಿಸಿದ್ದಾರೆ. (210, 766, 476, 848)
rakhi-market-photo (208, 92, 436, 286)
ganapati-body2: ಪಟ್ಟಣ ಪಂಚಾಯಿತಿ ಸದಸ್ಯರು ಹಾಗೂ ವಿವಿಧ ಗಣೇಶ ಮಂಡಳಿಗಳ ಪದಾಧಿಕಾರಿಗಳು ಸಭೆಯಲ್ಲಿ ಪಾಲ್ಗೊಂಡು ತಮ್ಮ ಅಭಿಪ್ರಾಯ ವ್ಯಕ್ತಪಡಿಸಿದರು. ಹಬ್ಬವನ್ನು ಸೌಹಾರ್ದತೆಯಿಂದ ಆಚರಿಸಲು ಎಲ್ಲರೂ ಸಹಕರಿಸಬೇಕು. ಸಾಮಾಜಿಕ ಜಾಲತಾಣಗಳಲ್ಲಿ ಪ್ರಚೋದನಕಾರಿ ಸಂದೇಶ ಹರಡಿದರೆ ಕಾನೂನು ಕ್ರಮ ಕೈಗೊಳ್ಳಲಾಗುವುದು. (602, 1246, 752, 1287)
cmyk-dot (450, 1453, 456, 1459)
raksha-byline: ■ ಸಿದ್ದು ಹೂಗಾರ (34, 1178, 74, 1186)
quote2-icon (324, 1322, 336, 1334)
flag-hoisting-photo (706, 772, 914, 910)
rakhi-stall-photo (182, 1188, 316, 1318)
raksha-quote2: ಕಳೆದ ವರ್ಷ ಮಳೆಗಾಲದಲ್ಲಿ ರಾಖಿಗಳ ಖರೀದಿ ಜೋರಾಗಿತ್ತು. ಈ ವರ್ಷವೂ ಗ್ರಾಹಕರು ಉತ್ಸಾಹದಿಂದ ಖರೀದಿಸುತ್ತಿದ್ದಾರೆ. ಗುರುವಾರ ಹಾಗೂ ಶುಕ್ರವಾರ ಹೆಚ್ಚಿನ ವ್ಯಾಪಾರ ನಡೆಯುತ್ತಿದೆ. (324, 1336, 460, 1362)
edition-label: ಹುಬ್ಬಳ್ಳಿ (858, 62, 878, 71)
city-name: ಬಾಗಲಕೋಟೆ (378, 38, 514, 73)
karadigudda-title: ಕರಡಿಗುಡ್ಡ ಶಾಲೆಗೆ ಸಮಗ್ರ ವೀರಾಗ್ರಣಿ ಪ್ರಶಸ್ತಿ (212, 748, 378, 762)
quote1-icon (324, 1194, 336, 1206)
raksha-title: ಅಣ್ಣ-ತಂಗಿಯರ ನೆಚ್ಚಿನ ಹಬ್ಬ ರಕ್ಷಾ ಬಂಧನ (34, 1147, 308, 1171)
cmyk-dot (106, 1453, 112, 1459)
main-quote-author: ■ ಬಿ.ಎಸ್.ಪಾಟೀಲ,ಲೋಕಾಯುಕ್ತ ನ್ಯಾಯಮೂರ್ತಿ (366, 590, 476, 598)
kirusuddi-story1-body: ■ ಬಾಗಲಕೋಟೆ: ವಿದ್ಯಾಗಿರಿಯ ಸಮನ್ವಯ ಮಲ್ಟಿ ಸ್ಪೆಷಾಲಿಟಿ ಆಸ್ಪತ್ರೆಯಲ್ಲಿ ಆ.9 ರಂದು ಬೆಳಗ್ಗೆ 10 ರಿಂದ ಸಾಯಂಕಾಲದವರೆಗೆ ಉಚಿತ ಎಲುಬು ಹಾಗೂ ಕೀಲು ತಪಾಸಣಾ ಶಿಬಿರವನ್ನು ಆಯೋಜಿಸಲಾಗಿದೆ. ಜಿಲ್ಲಾ ಆಯುಷ್ ಇಲಾಖೆ, ಕೀಲು ಕಸಿ ತಜ್ಞ ವೈದ್ಯರು ಶಿಬಿರದಲ್ಲಿ ಭಾಗವಹಿಸಲಿದ್ದು ಮೂಳೆ ಸಾಂದ್ರತೆ ಪರೀಕ್ಷೆ, ರಕ್ತ ತಪಾಸಣೆ ಹಾಗೂ ಎಕ್ಸರೇ ಸೌಲಭ್ಯ ನೀಡಲಾಗುವುದು. ಮೊಣಕಾಲು ನೋವು, ಸೊಂಟ ನೋವು, ಕುತ್ತಿಗೆ ನೋವು ಇರುವವರು ಶಿಬಿರದ ಲಾಭ ಪಡೆದುಕೊಳ್ಳಬೇಕು. ಅವಶ್ಯಕತೆ ಇರುವವರಿಗೆ ರಿಯಾಯಿತಿ ದರದಲ್ಲಿ ಶಸ್ತ್ರಚಿಕಿತ್ಸೆ ಮಾಡಲಾಗುವುದು. ನೋಂದಣಿಗಾಗಿ ಆಸ್ಪತ್ರೆಯ ಸ್ವಾಗತ ಕೇಂದ್ರವನ್ನು ಸಂಪರ್ಕಿಸಬಹುದು ಎಂದು ಆಸ್ಪತ್ರೆಯ ಆಡಳಿತ ಮಂಡಳಿ ಪ್ರಕಟಣೆಯಲ್ಲಿ ತಿಳಿಸಿದೆ. ಹಿರಿಯ ನಾಗರಿಕರಿಗೆ ವಿಶೇಷ ಆದ್ಯತೆ ನೀಡಲಾಗುವುದು. (24, 172, 196, 246)
lokayukta-meeting-photo (364, 410, 500, 514)
footer-color-marks-right (840, 1444, 876, 1460)
ganapati-title: ಪರವಾನಗಿ ಪಡೆದು ಗಣಪತಿ ಮೂರ್ತಿ ಸ್ಥಾಪಿಸಿ: ವಾಲಿಕಾರ (486, 1149, 755, 1167)
tiranga-caption: ಮುಖಂಡರಾದ ರಾಜು ನಾಯ್ಕರ, ಶಿವಾನಂದ ಟವಳಿ, ಕುಮಾರ ಗಿರಿಜಾ, ಸಂತೋಷ ಹೊಕ್ರಾಣಿ, ಸಿದ್ದು ಸವದಿ, ಬಸವರಾಜ ಯಂಕಂಚಿ ಸೇರಿದಂತೆ ಇತರರು ಇದ್ದರು. (706, 912, 911, 927)
section-divider-2 (208, 740, 913, 744)
masthead-rule (36, 86, 916, 88)
